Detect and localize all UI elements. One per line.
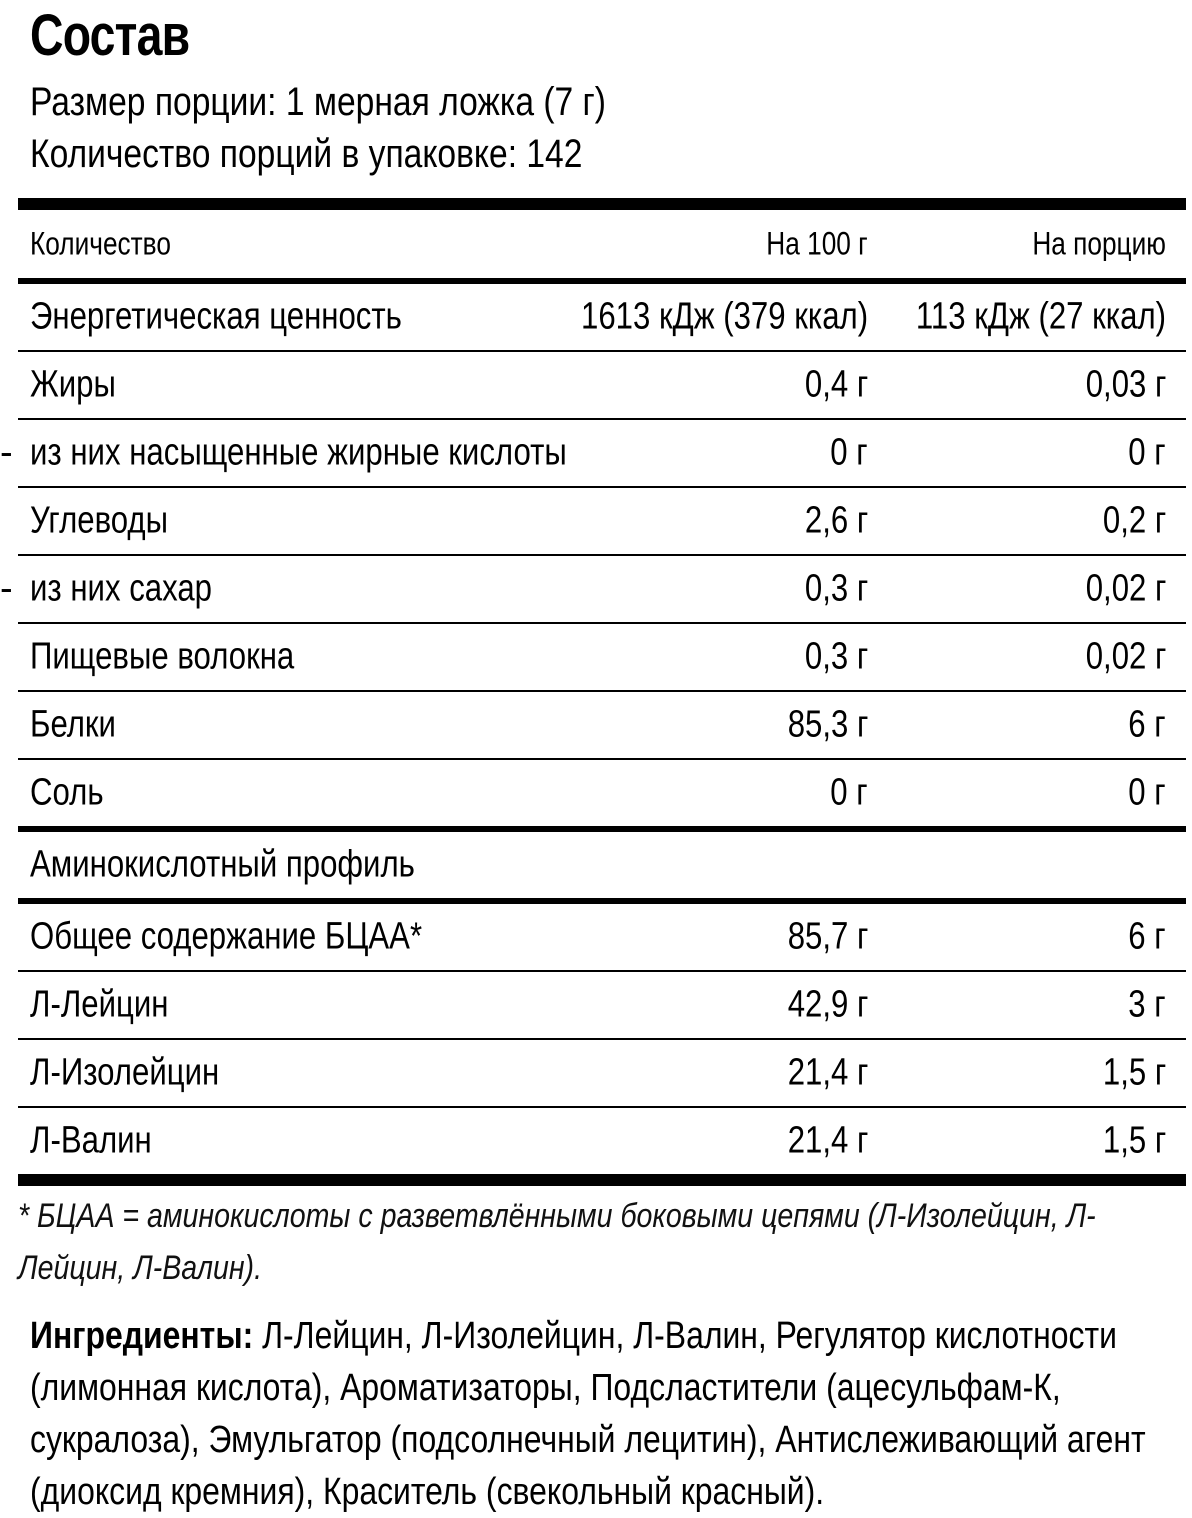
header-amount: Количество — [30, 225, 171, 262]
page-title: Состав — [30, 3, 190, 68]
table-row — [18, 352, 1186, 418]
table-row — [18, 284, 1186, 350]
servings-per-container: Количество порций в упаковке: 142 — [30, 132, 583, 176]
header-per-serving: На порцию — [1032, 225, 1166, 262]
row-per-100g: 85,3 г — [787, 703, 868, 746]
row-label: Л-Лейцин — [30, 983, 169, 1026]
row-per-serving: 6 г — [1128, 703, 1166, 746]
row-per-serving: 113 кДж (27 ккал) — [915, 295, 1166, 338]
bcaa-footnote — [18, 1190, 1188, 1294]
row-label: Соль — [30, 771, 104, 814]
serving-size: Размер порции: 1 мерная ложка (7 г) — [30, 80, 606, 124]
table-row — [18, 760, 1186, 826]
ingredients-text: Л-Лейцин, Л-Изолейцин, Л-Валин, Регулятор кислотности (лимонная кислота), Ароматизаторы, Подсластители (ацесульфам-К, сукралоза), Эмульгатор (подсолнечный лецитин), Антислеживающий агент (диоксид кремния), Краситель (свекольный красный). — [30, 1315, 1146, 1513]
nutrition-table — [0, 198, 1186, 1186]
table-bottom-rule — [18, 1174, 1186, 1186]
table-row — [18, 972, 1186, 1038]
row-per-100g: 21,4 г — [787, 1051, 868, 1094]
row-per-serving: 0 г — [1128, 431, 1166, 474]
table-top-rule — [18, 198, 1186, 210]
table-row — [18, 488, 1186, 554]
header-per-100g: На 100 г — [766, 225, 868, 262]
row-per-serving: 1,5 г — [1102, 1051, 1166, 1094]
table-row — [18, 1040, 1186, 1106]
table-header-row — [18, 210, 1186, 278]
row-per-100g: 42,9 г — [787, 983, 868, 1026]
ingredients-wrap — [30, 1310, 1189, 1518]
row-label: Энергетическая ценность — [30, 295, 402, 338]
table-row — [18, 904, 1186, 970]
table-row-sub — [0, 556, 1186, 622]
ingredients-label: Ингредиенты: — [30, 1315, 254, 1357]
table-row — [18, 1108, 1186, 1174]
row-label: Л-Валин — [30, 1119, 152, 1162]
row-per-serving: 0,02 г — [1085, 567, 1166, 610]
sub-item-marker: - — [0, 431, 13, 474]
row-per-serving: 0,02 г — [1085, 635, 1166, 678]
table-row-sub — [0, 420, 1186, 486]
amino-section-title: Аминокислотный профиль — [30, 843, 415, 886]
row-per-serving: 1,5 г — [1102, 1119, 1166, 1162]
row-per-serving: 0 г — [1128, 771, 1166, 814]
row-per-100g: 0,4 г — [804, 363, 868, 406]
row-per-100g: 85,7 г — [787, 915, 868, 958]
row-per-serving: 0,03 г — [1085, 363, 1166, 406]
row-per-100g: 1613 кДж (379 ккал) — [580, 295, 868, 338]
row-label: Белки — [30, 703, 116, 746]
row-label: Пищевые волокна — [30, 635, 295, 678]
row-per-100g: 21,4 г — [787, 1119, 868, 1162]
amino-section-title-row — [18, 832, 1186, 898]
row-per-serving: 0,2 г — [1102, 499, 1166, 542]
row-per-100g: 0 г — [830, 431, 868, 474]
row-label: Л-Изолейцин — [30, 1051, 220, 1094]
row-per-100g: 0,3 г — [804, 635, 868, 678]
footnote-text: * БЦАА = аминокислоты с разветвлёнными боковыми цепями (Л-Изолейцин, Л-Лейцин, Л-Валин). — [18, 1197, 1096, 1287]
row-label: из них насыщенные жирные кислоты — [30, 431, 567, 474]
table-row — [18, 624, 1186, 690]
table-row — [18, 692, 1186, 758]
row-label: Общее содержание БЦАА* — [30, 915, 423, 958]
row-label: Углеводы — [30, 499, 169, 542]
row-per-100g: 0,3 г — [804, 567, 868, 610]
row-label: из них сахар — [30, 567, 213, 610]
row-per-100g: 2,6 г — [804, 499, 868, 542]
row-per-100g: 0 г — [830, 771, 868, 814]
row-per-serving: 6 г — [1128, 915, 1166, 958]
row-per-serving: 3 г — [1128, 983, 1166, 1026]
sub-item-marker: - — [0, 567, 13, 610]
ingredients-block — [30, 1310, 1190, 1518]
row-label: Жиры — [30, 363, 116, 406]
